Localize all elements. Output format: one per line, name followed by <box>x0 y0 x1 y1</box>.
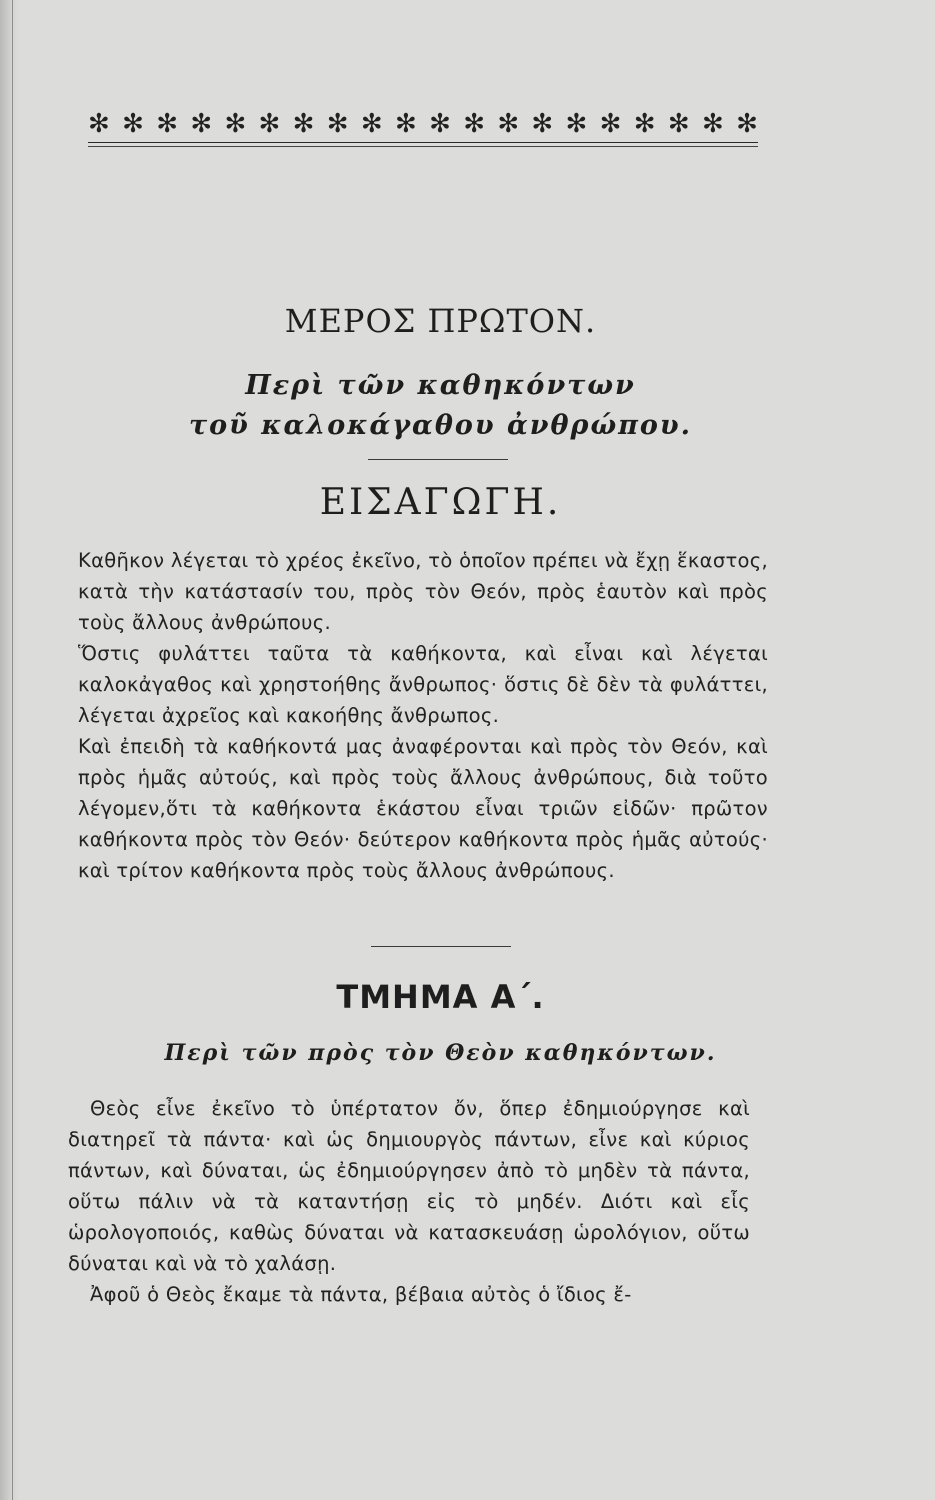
book-page <box>68 0 768 1500</box>
section-text <box>68 1093 750 1310</box>
ornament-flower-icon: ✻ <box>497 109 520 139</box>
part-subtitle <box>68 366 813 446</box>
section-paragraph: Ἀφοῦ ὁ Θεὸς ἔκαμε τὰ πάντα, βέβαια αὐτὸς ὁ ἴδιος ἔ- <box>90 1283 632 1306</box>
ornament-flower-icon: ✻ <box>463 109 485 139</box>
ornament-flower-icon: ✻ <box>667 109 690 139</box>
introduction-paragraph: Καθῆκον λέγεται τὸ χρέος ἐκεῖνο, τὸ ὁποῖον πρέπει νὰ ἔχῃ ἕκαστος, κατὰ τὴν κατάστασίν του, πρὸς τὸν Θεόν, πρὸς ἑαυτὸν καὶ πρὸς τοὺς ἄλλους ἀνθρώπους. <box>78 549 768 634</box>
ornament-flower-icon: ✻ <box>633 109 656 139</box>
page-binding-edge <box>0 0 20 1500</box>
divider-rule <box>371 946 511 947</box>
section-subtitle: Περὶ τῶν πρὸς τὸν Θεὸν καθηκόντων. <box>164 1040 717 1066</box>
ornament-flower-icon: ✻ <box>531 109 554 139</box>
ornament-flower-icon: ✻ <box>156 109 179 139</box>
ornament-flower-icon: ✻ <box>190 109 213 139</box>
section-paragraph: Θεὸς εἶνε ἐκεῖνο τὸ ὑπέρτατον ὄν, ὅπερ ἐδημιούργησε καὶ διατηρεῖ τὰ πάντα· καὶ ὡς δημιουργὸς πάντων, εἶνε καὶ κύριος πάντων, καὶ δύναται, ὡς ἐδημιούργησεν ἀπὸ τὸ μηδὲν τὰ πάντα, οὕτω πάλιν νὰ τὰ καταντήσῃ εἰς τὸ μηδέν. Διότι καὶ εἷς ὡρολογοποιός, καθὼς δύναται νὰ κατασκευάσῃ ὡρολόγιον, οὕτω δύναται καὶ νὰ τὸ χαλάσῃ. <box>68 1097 750 1275</box>
ornament-flower-icon: ✻ <box>394 109 417 139</box>
ornament-flower-icon: ✻ <box>565 109 588 139</box>
ornament-rule <box>88 146 758 147</box>
introduction-text <box>78 545 768 886</box>
ornament-flower-icon: ✻ <box>360 109 383 139</box>
part-subtitle-line: τοῦ καλοκάγαθου ἀνθρώπου. <box>188 410 693 441</box>
divider-rule <box>368 459 508 460</box>
ornament-flower-icon: ✻ <box>701 109 724 139</box>
ornament-flower-icon: ✻ <box>736 109 758 139</box>
introduction-paragraph: Ὅστις φυλάττει ταῦτα τὰ καθήκοντα, καὶ εἶναι καὶ λέγεται καλοκἀγαθος καὶ χρηστοήθης ἄνθρωπος· ὅστις δὲ δὲν τὰ φυλάττει, λέγεται ἀχρεῖος καὶ κακοήθης ἄνθρωπος. <box>78 642 768 727</box>
ornament-flower-icon: ✻ <box>429 109 451 139</box>
introduction-paragraph: Καὶ ἐπειδὴ τὰ καθήκοντά μας ἀναφέρονται καὶ πρὸς τὸν Θεόν, καὶ πρὸς ἡμᾶς αὐτούς, καὶ πρὸς τοὺς ἄλλους ἀνθρώπους, διὰ τοῦτο λέγομεν,ὅτι τὰ καθήκοντα ἑκάστου εἶναι τριῶν εἰδῶν· πρῶτον καθήκοντα πρὸς τὸν Θεόν· δεύτερον καθήκοντα πρὸς ἡμᾶς αὐτούς· καὶ τρίτον καθήκοντα πρὸς τοὺς ἄλλους ἀνθρώπους. <box>78 735 768 882</box>
ornament-flower-icon: ✻ <box>88 109 110 139</box>
part-title: ΜΕΡΟΣ ΠΡΩΤΟΝ. <box>284 302 597 340</box>
part-subtitle-line: Περὶ τῶν καθηκόντων <box>245 370 636 401</box>
ornament-flower-icon: ✻ <box>224 109 247 139</box>
section-title: ΤΜΗΜΑ Α΄. <box>336 978 545 1016</box>
ornament-flower-icon: ✻ <box>292 109 315 139</box>
introduction-title: ΕΙΣΑΓΩΓΗ. <box>319 482 562 523</box>
ornament-flower-icon: ✻ <box>599 109 622 139</box>
ornament-flower-icon: ✻ <box>258 109 281 139</box>
ornament-flower-icon: ✻ <box>122 109 144 139</box>
ornament-flower-icon: ✻ <box>326 109 349 139</box>
decorative-ornament-band <box>88 96 758 143</box>
